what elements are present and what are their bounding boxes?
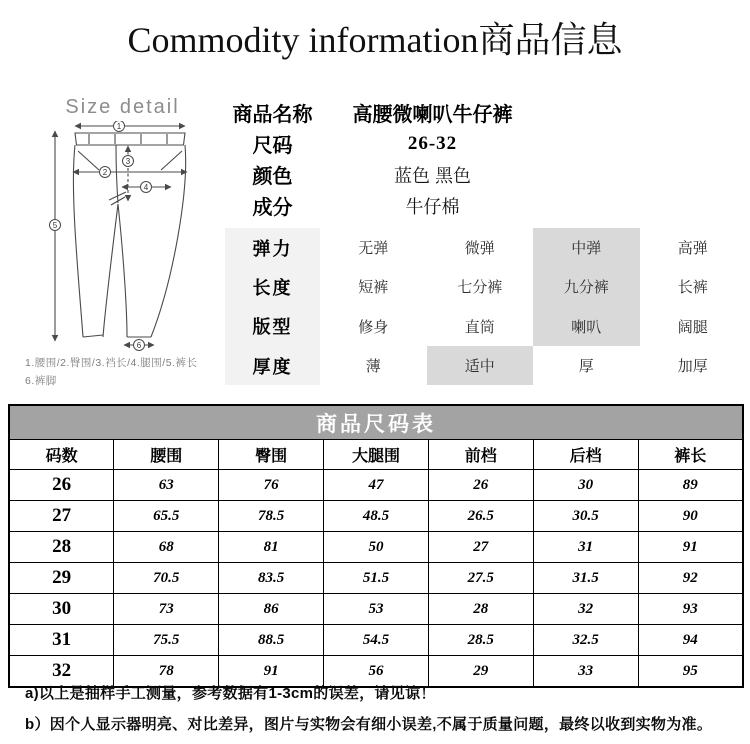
marker-2: 2 xyxy=(102,167,108,177)
product-info-label: 尺码 xyxy=(252,135,293,157)
measure-cell: 48.5 xyxy=(324,501,429,532)
measure-cell: 86 xyxy=(219,594,324,625)
attribute-option: 加厚 xyxy=(677,358,708,376)
footer-notes xyxy=(25,682,740,744)
measure-cell: 81 xyxy=(219,532,324,563)
measure-cell: 90 xyxy=(638,501,743,532)
marker-3: 3 xyxy=(125,156,131,166)
attribute-label: 长度 xyxy=(225,267,320,306)
size-code-cell: 32 xyxy=(9,656,114,688)
attribute-option: 修身 xyxy=(358,318,389,336)
marker-6: 6 xyxy=(136,340,142,350)
measure-cell: 88.5 xyxy=(219,625,324,656)
right-leg-outer xyxy=(151,145,186,337)
attribute-option: 厚 xyxy=(578,358,594,376)
size-table-title: 商品尺码表 xyxy=(9,405,743,440)
size-table-header-cell: 前档 xyxy=(428,440,533,470)
product-info-row xyxy=(225,190,746,221)
measure-cell: 32.5 xyxy=(533,625,638,656)
measure-cell: 83.5 xyxy=(219,563,324,594)
size-code-cell: 27 xyxy=(9,501,114,532)
measure-cell: 32 xyxy=(533,594,638,625)
attribute-option-selected: 喇叭 xyxy=(533,307,640,346)
attribute-option-selected: 适中 xyxy=(427,346,534,385)
attribute-option: 高弹 xyxy=(677,240,708,258)
product-info-row xyxy=(225,159,746,190)
attribute-option: 阔腿 xyxy=(677,318,708,336)
measure-cell: 27.5 xyxy=(428,563,533,594)
measure-cell: 26 xyxy=(428,470,533,501)
size-table-header-cell: 腰围 xyxy=(114,440,219,470)
size-table-row xyxy=(9,470,743,501)
left-leg-outer xyxy=(73,145,83,337)
size-table-row xyxy=(9,594,743,625)
product-info-value: 牛仔棉 xyxy=(405,196,460,217)
measure-cell: 28.5 xyxy=(428,625,533,656)
measure-cell: 27 xyxy=(428,532,533,563)
product-info-value: 蓝色 黑色 xyxy=(393,165,471,186)
size-table-section xyxy=(8,404,744,688)
size-code-cell: 26 xyxy=(9,470,114,501)
product-info-label: 成分 xyxy=(252,197,293,219)
measure-cell: 92 xyxy=(638,563,743,594)
measure-cell: 91 xyxy=(638,532,743,563)
size-code-cell: 29 xyxy=(9,563,114,594)
attribute-label: 弹力 xyxy=(225,228,320,267)
product-info-value: 高腰微喇叭牛仔裤 xyxy=(352,104,513,126)
size-code-cell: 31 xyxy=(9,625,114,656)
pants-measurement-diagram xyxy=(25,121,220,353)
size-code-cell: 28 xyxy=(9,532,114,563)
fly-line xyxy=(116,145,118,203)
product-info-row xyxy=(225,97,746,128)
attribute-option-selected: 九分裤 xyxy=(533,267,640,306)
attribute-option: 七分裤 xyxy=(457,279,503,297)
page-title: Commodity information商品信息 xyxy=(127,20,623,60)
attribute-row xyxy=(225,307,746,346)
size-table-header-cell: 大腿围 xyxy=(324,440,429,470)
attribute-option: 薄 xyxy=(365,358,381,376)
size-table-row xyxy=(9,625,743,656)
attribute-row xyxy=(225,267,746,306)
measure-cell: 51.5 xyxy=(324,563,429,594)
right-panel xyxy=(225,97,746,385)
measure-cell: 76 xyxy=(219,470,324,501)
size-table xyxy=(8,404,744,688)
right-leg-inner xyxy=(118,204,127,337)
size-table-title-row xyxy=(9,405,743,440)
attribute-label: 版型 xyxy=(225,307,320,346)
attribute-row xyxy=(225,346,746,385)
product-info-label: 颜色 xyxy=(252,166,293,188)
marker-4: 4 xyxy=(143,182,149,192)
size-detail-title: Size detail xyxy=(65,96,180,118)
measure-cell: 33 xyxy=(533,656,638,688)
product-info-value: 26-32 xyxy=(407,132,458,154)
measure-cell: 70.5 xyxy=(114,563,219,594)
size-table-row xyxy=(9,563,743,594)
marker-1: 1 xyxy=(116,121,122,131)
size-code-cell: 30 xyxy=(9,594,114,625)
measure-cell: 30.5 xyxy=(533,501,638,532)
measure-cell: 65.5 xyxy=(114,501,219,532)
measure-cell: 78.5 xyxy=(219,501,324,532)
size-detail-panel xyxy=(25,96,220,391)
size-table-header-cell: 臀围 xyxy=(219,440,324,470)
measure-cell: 68 xyxy=(114,532,219,563)
attribute-option: 微弹 xyxy=(464,240,495,258)
size-table-header-cell: 裤长 xyxy=(638,440,743,470)
product-info xyxy=(225,97,746,221)
measure-cell: 26.5 xyxy=(428,501,533,532)
legend-line-2: 6.裤脚 xyxy=(25,374,57,387)
attribute-option-selected: 中弹 xyxy=(533,228,640,267)
measure-cell: 78 xyxy=(114,656,219,688)
measure-cell: 53 xyxy=(324,594,429,625)
size-table-header-cell: 码数 xyxy=(9,440,114,470)
product-info-label: 商品名称 xyxy=(232,104,313,126)
measure-cell: 94 xyxy=(638,625,743,656)
measure-cell: 63 xyxy=(114,470,219,501)
attribute-option: 短裤 xyxy=(358,279,389,297)
attributes-table xyxy=(225,228,746,385)
measure-cell: 28 xyxy=(428,594,533,625)
measure-cell: 31 xyxy=(533,532,638,563)
measure-cell: 75.5 xyxy=(114,625,219,656)
attribute-label: 厚度 xyxy=(225,346,320,385)
measure-cell: 54.5 xyxy=(324,625,429,656)
note-b: b）因个人显示器明亮、对比差异，图片与实物会有细小误差,不属于质量问题，最终以收到实物为准。 xyxy=(25,716,713,733)
attribute-row xyxy=(225,228,746,267)
measure-cell: 95 xyxy=(638,656,743,688)
measure-cell: 31.5 xyxy=(533,563,638,594)
measure-cell: 30 xyxy=(533,470,638,501)
attribute-option: 无弹 xyxy=(358,240,389,258)
measure-cell: 73 xyxy=(114,594,219,625)
attribute-option: 直筒 xyxy=(464,318,495,336)
left-leg-inner xyxy=(103,204,118,337)
size-table-row xyxy=(9,501,743,532)
size-detail-legend xyxy=(25,355,220,391)
size-table-row xyxy=(9,532,743,563)
attribute-option: 长裤 xyxy=(677,279,708,297)
size-table-header-cell: 后档 xyxy=(533,440,638,470)
marker-5: 5 xyxy=(52,220,58,230)
measure-cell: 93 xyxy=(638,594,743,625)
legend-line-1: 1.腰围/2.臀围/3.裆长/4.腿围/5.裤长 xyxy=(25,357,198,369)
measure-cell: 47 xyxy=(324,470,429,501)
note-a: a)以上是抽样手工测量，参考数据有1-3cm的误差，请见谅！ xyxy=(25,685,436,702)
size-table-header-row xyxy=(9,440,743,470)
measure-cell: 50 xyxy=(324,532,429,563)
product-info-row xyxy=(225,128,746,159)
measure-cell: 91 xyxy=(219,656,324,688)
measure-cell: 89 xyxy=(638,470,743,501)
measure-cell: 29 xyxy=(428,656,533,688)
measure-cell: 56 xyxy=(324,656,429,688)
waistband xyxy=(75,133,185,145)
